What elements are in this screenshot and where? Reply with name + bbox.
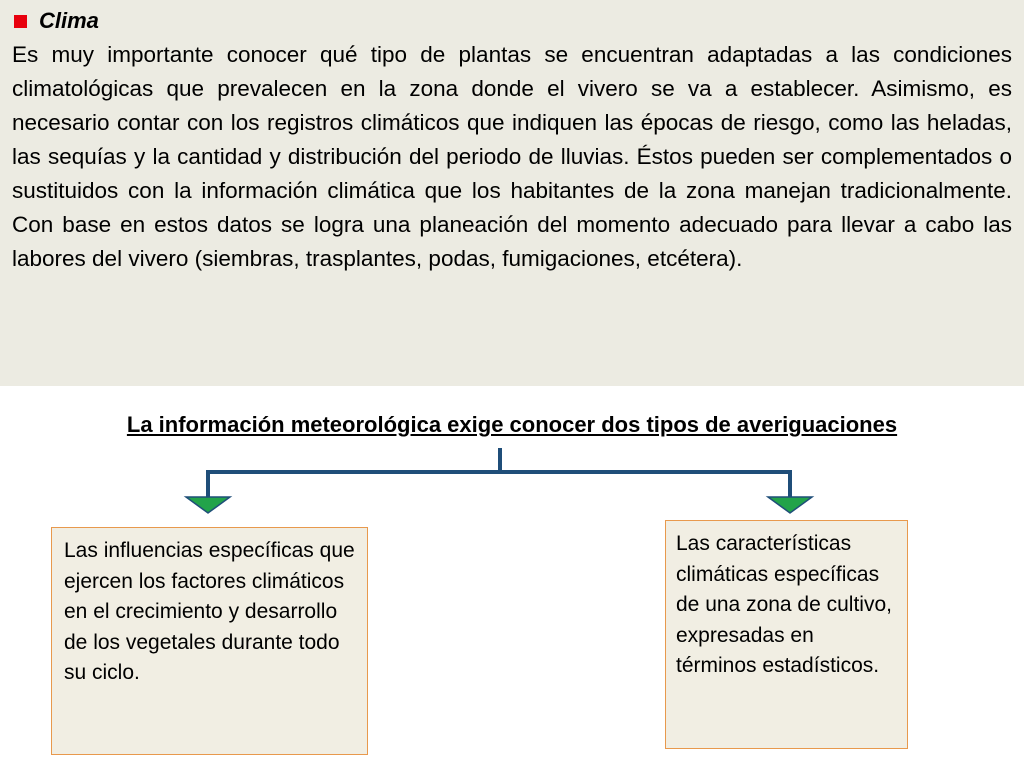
section-paragraph: Es muy importante conocer qué tipo de plantas se encuentran adaptadas a las condiciones climatológicas que prevalecen en la zona donde el vivero se va a establecer. Asimismo, es necesario contar con los registros climáticos que indiquen las épocas de riesgo, como las heladas, las sequías y la cantidad y distribución del periodo de lluvias. Éstos pueden ser complementados o sustituidos con la información climática que los habitantes de la zona manejan tradicionalmente. Con base en estos datos se logra una planeación del momento adecuado para llevar a cabo las labores del vivero (siembras, trasplantes, podas, fumigaciones, etcétera).	[12, 42, 1012, 271]
left-arrow-icon	[186, 497, 230, 513]
section-heading: Clima	[39, 8, 99, 33]
diagram-title: La información meteorológica exige conocer dos tipos de averiguaciones	[126, 412, 898, 437]
right-arrow-icon	[768, 497, 812, 513]
right-info-box: Las características climáticas específicas de una zona de cultivo, expresadas en términos estadísticos.	[665, 520, 908, 749]
left-info-box: Las influencias específicas que ejercen los factores climáticos en el crecimiento y desarrollo de los vegetales durante todo su ciclo.	[51, 527, 368, 755]
